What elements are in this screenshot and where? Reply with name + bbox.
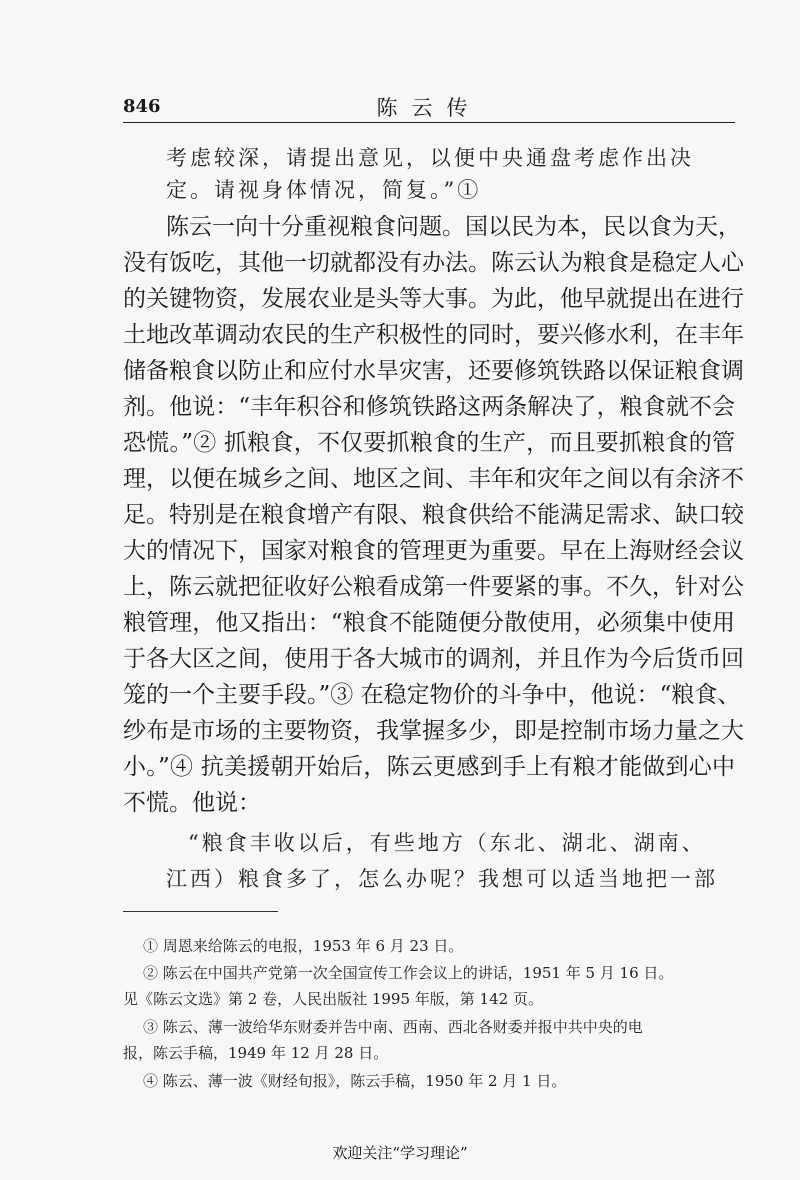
- running-title: 陈云传: [376, 96, 482, 120]
- paragraph-line: 理，以便在城乡之间、地区之间、丰年和灾年之间以有余济不: [123, 466, 744, 492]
- paragraph-line: 储备粮食以防止和应付水旱灾害，还要修筑铁路以保证粮食调: [123, 358, 744, 384]
- paragraph-line: 没有饭吃，其他一切就都没有办法。陈云认为粮食是稳定人心: [123, 250, 744, 276]
- footnote-2-continued: 见《陈云文选》第 2 卷，人民出版社 1995 年版，第 142 页。: [123, 990, 543, 1008]
- quote-line: “粮食丰收以后，有些地方（东北、湖北、湖南、: [188, 831, 706, 855]
- paragraph-line: 足。特别是在粮食增产有限、粮食供给不能满足需求、缺口较: [123, 502, 744, 528]
- footnote-2: ② 陈云在中国共产党第一次全国宣传工作会议上的讲话，1951 年 5 月 16 日。: [143, 964, 674, 982]
- footnote-4: ④ 陈云、薄一波《财经旬报》，陈云手稿，1950 年 2 月 1 日。: [143, 1072, 567, 1090]
- paragraph-line: 于各大区之间，使用于各大城市的调剂，并且作为今后货币回: [123, 646, 744, 672]
- footnote-3-continued: 报，陈云手稿，1949 年 12 月 28 日。: [123, 1044, 389, 1062]
- paragraph-line: 陈云一向十分重视粮食问题。国以民为本，民以食为天，: [166, 214, 741, 240]
- paragraph-line: 笼的一个主要手段。”③ 在稳定物价的斗争中，他说：“粮食、: [123, 682, 741, 708]
- paragraph-line: 小。”④ 抗美援朝开始后，陈云更感到手上有粮才能做到心中: [123, 754, 735, 780]
- paragraph-line: 恐慌。”② 抓粮食，不仅要抓粮食的生产，而且要抓粮食的管: [123, 430, 735, 456]
- watermark-caption: 欢迎关注“学习理论”: [332, 1144, 468, 1162]
- paragraph-line: 粮管理，他又指出：“粮食不能随便分散使用，必须集中使用: [123, 610, 735, 636]
- quote-line: 考虑较深，请提出意见，以便中央通盘考虑作出决: [166, 146, 694, 170]
- paragraph-line: 的关键物资，发展农业是头等大事。为此，他早就提出在进行: [123, 286, 744, 312]
- paragraph-line: 大的情况下，国家对粮食的管理更为重要。早在上海财经会议: [123, 538, 744, 564]
- page-header: [123, 92, 735, 123]
- paragraph-line: 土地改革调动农民的生产积极性的同时，要兴修水利，在丰年: [123, 322, 744, 348]
- paragraph-line: 剂。他说：“丰年积谷和修筑铁路这两条解决了，粮食就不会: [123, 394, 735, 420]
- footnote-divider: [123, 911, 278, 912]
- footnote-1: ① 周恩来给陈云的电报，1953 年 6 月 23 日。: [143, 937, 464, 955]
- quote-line: 江西）粮食多了，怎么办呢？我想可以适当地把一部: [166, 867, 718, 891]
- paragraph-line: 不慌。他说：: [123, 790, 261, 816]
- paragraph-line: 上，陈云就把征收好公粮看成第一件要紧的事。不久，针对公: [123, 574, 744, 600]
- quote-line: 定。请视身体情况，简复。”①: [166, 178, 482, 202]
- paragraph-line: 纱布是市场的主要物资，我掌握多少，即是控制市场力量之大: [123, 718, 744, 744]
- page-number: 846: [123, 96, 161, 117]
- footnote-3: ③ 陈云、薄一波给华东财委并告中南、西南、西北各财委并报中共中央的电: [143, 1018, 643, 1036]
